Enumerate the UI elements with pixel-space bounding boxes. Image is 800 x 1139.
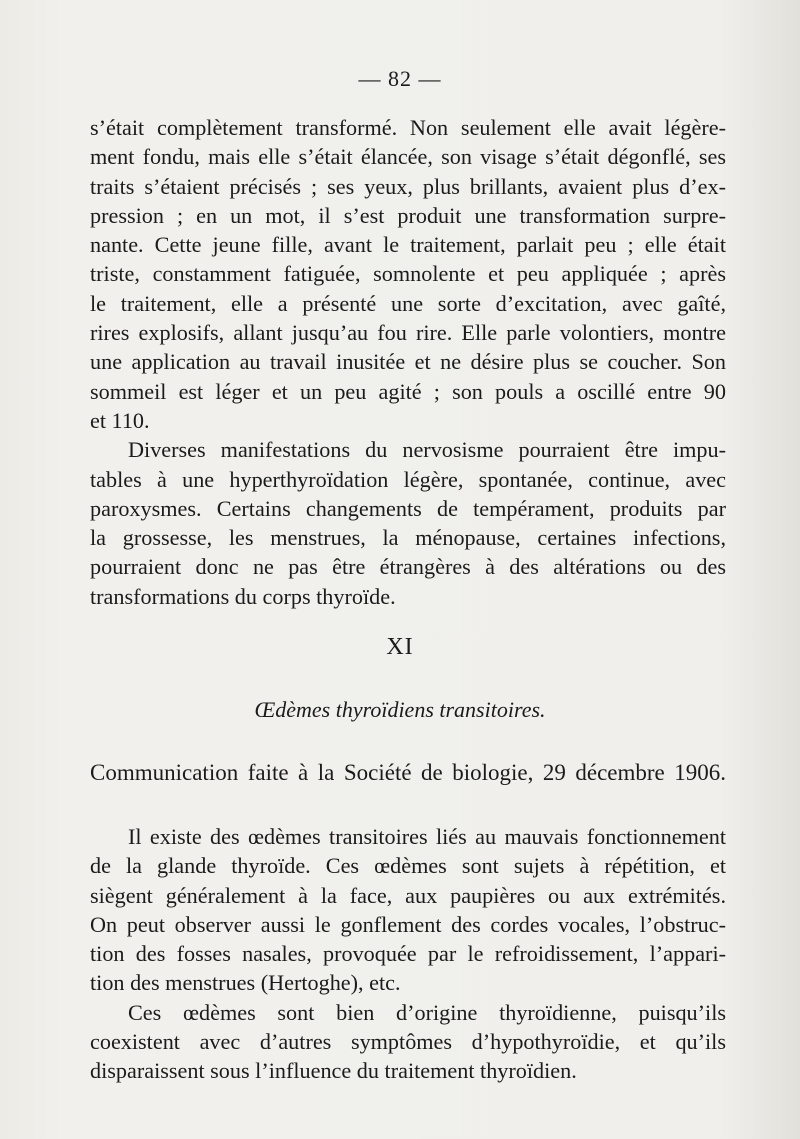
text-line: sommeil est léger et un peu agité ; son pouls a oscillé entre 90 bbox=[90, 378, 726, 404]
text-line: et 110. bbox=[90, 407, 150, 433]
text-line: siègent généralement à la face, aux paupières ou aux extrémités. bbox=[90, 882, 726, 908]
text-block-bottom bbox=[90, 822, 726, 1086]
text-line: coexistent avec d’autres symptômes d’hypothyroïdie, et qu’ils bbox=[90, 1029, 726, 1055]
text-line: Diverses manifestations du nervosisme pourraient être impu- bbox=[128, 437, 726, 463]
text-line: tables à une hyperthyroïdation légère, spontanée, continue, avec bbox=[90, 466, 726, 492]
page-number: — 82 — bbox=[358, 66, 442, 91]
text-line: de la glande thyroïde. Ces œdèmes sont sujets à répétition, et bbox=[90, 853, 726, 879]
text-line: Ces œdèmes sont bien d’origine thyroïdienne, puisqu’ils bbox=[128, 999, 726, 1025]
text-line: la grossesse, les menstrues, la ménopause, certaines infections, bbox=[90, 525, 726, 551]
text-line: Il existe des œdèmes transitoires liés au mauvais fonctionnement bbox=[128, 824, 726, 849]
text-line: le traitement, elle a présenté une sorte d’excitation, avec gaîté, bbox=[90, 290, 726, 316]
text-line: une application au travail inusitée et ne désire plus se coucher. Son bbox=[90, 349, 726, 375]
communication-line: Communication faite à la Société de biologie, 29 décembre 1906. bbox=[90, 760, 726, 785]
text-line: On peut observer aussi le gonflement des cordes vocales, l’obstruc- bbox=[90, 911, 726, 937]
text-line: s’était complètement transformé. Non seulement elle avait légère- bbox=[90, 115, 726, 140]
text-line: tion des menstrues (Hertoghe), etc. bbox=[90, 970, 401, 996]
text-line: pourraient donc ne pas être étrangères à des altérations ou des bbox=[90, 554, 726, 580]
text-line: nante. Cette jeune fille, avant le traitement, parlait peu ; elle était bbox=[90, 232, 726, 258]
text-block-top bbox=[90, 113, 726, 611]
text-line: traits s’étaient précisés ; ses yeux, plus brillants, avaient plus d’ex- bbox=[90, 173, 726, 199]
text-line: rires explosifs, allant jusqu’au fou rire. Elle parle volontiers, montre bbox=[90, 320, 726, 346]
section-number: XI bbox=[386, 634, 414, 660]
text-line: disparaissent sous l’influence du traitement thyroïdien. bbox=[90, 1058, 577, 1084]
section-title: Œdèmes thyroïdiens transitoires. bbox=[254, 697, 546, 722]
text-line: pression ; en un mot, il s’est produit une transformation surpre- bbox=[90, 202, 726, 228]
text-line: tion des fosses nasales, provoquée par le refroidissement, l’appari- bbox=[90, 941, 726, 967]
text-line: triste, constamment fatiguée, somnolente et peu appliquée ; après bbox=[90, 261, 726, 287]
text-line: transformations du corps thyroïde. bbox=[90, 583, 396, 609]
text-line: paroxysmes. Certains changements de tempérament, produits par bbox=[90, 495, 726, 521]
text-line: ment fondu, mais elle s’était élancée, son visage s’était dégonflé, ses bbox=[90, 144, 726, 170]
